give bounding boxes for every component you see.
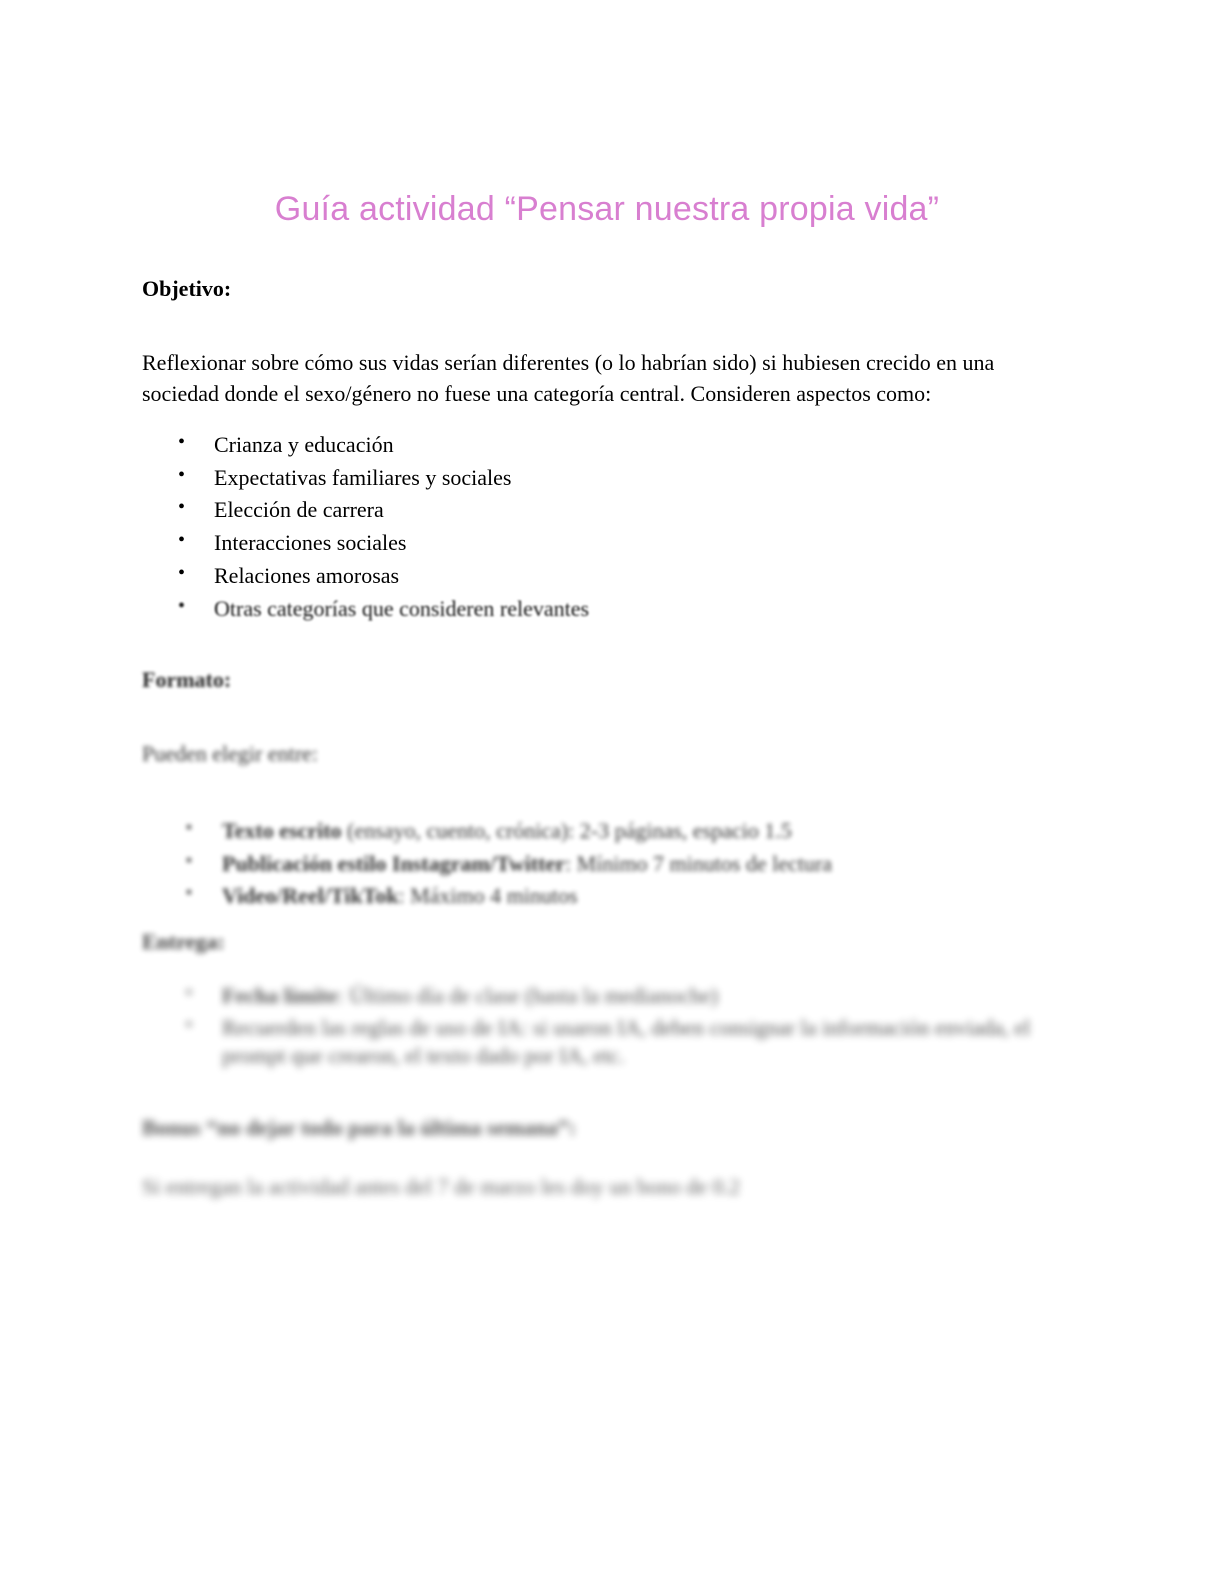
section-heading-objetivo: Objetivo:: [142, 276, 232, 301]
list-item-label: Video/Reel/TikTok: [222, 883, 399, 909]
list-item: • Crianza y educación: [142, 431, 1072, 459]
list-item-text: : Máximo 4 minutos: [398, 883, 578, 909]
document-body: [142, 190, 1072, 1225]
list-item: • Interacciones sociales: [142, 529, 1072, 557]
list-item: • Otras categorías que consideren relevantes: [142, 595, 1072, 623]
formato-list: [142, 817, 1072, 910]
list-item: • Expectativas familiares y sociales: [142, 464, 1072, 492]
entrega-list: [142, 982, 1072, 1070]
section-heading-entrega: Entrega:: [142, 929, 225, 955]
objetivo-list: [142, 431, 1072, 622]
list-item-label: Texto escrito: [222, 818, 342, 844]
list-item: [142, 850, 1072, 878]
list-item-text: (ensayo, cuento, crónica): 2-3 páginas, espacio 1.5: [341, 818, 792, 844]
list-item-text: : Mínimo 7 minutos de lectura: [565, 850, 833, 876]
section-heading-bonus: Bonus “no dejar todo para la última semana”:: [142, 1114, 577, 1140]
page-title: Guía actividad “Pensar nuestra propia vida”: [274, 190, 940, 228]
objetivo-paragraph: Reflexionar sobre cómo sus vidas serían diferentes (o lo habrían sido) si hubiesen crecido en una sociedad donde el sexo/género no fuese una categoría central. Consideren aspectos como:: [142, 349, 995, 406]
list-item-text: : Último día de clase (hasta la medianoche): [337, 982, 719, 1008]
list-item-label: Publicación estilo Instagram/Twitter: [222, 850, 565, 876]
list-item: [142, 982, 1072, 1010]
list-item-label: Fecha límite: [222, 982, 338, 1008]
list-item: [142, 817, 1072, 845]
bonus-paragraph: Si entregan la actividad antes del 7 de marzo les doy un bono de 0.2: [142, 1174, 741, 1200]
section-heading-formato: Formato:: [142, 667, 232, 693]
list-item: [142, 882, 1072, 910]
list-item: • Relaciones amorosas: [142, 562, 1072, 590]
formato-subheading: Pueden elegir entre:: [142, 740, 318, 766]
list-item: • Elección de carrera: [142, 496, 1072, 524]
list-item-text: Recuerden las reglas de uso de IA: si usaron IA, deben consignar la información enviada, el prompt que crearon, el texto dado por IA, etc.: [222, 1015, 1031, 1069]
list-item: [142, 1014, 1072, 1069]
